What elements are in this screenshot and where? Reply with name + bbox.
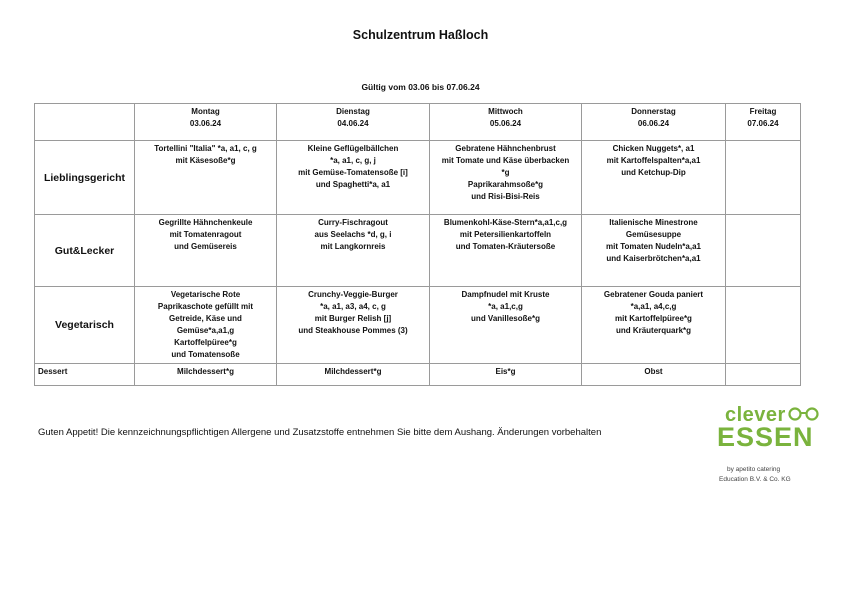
- menu-line: mit Kartoffelpüree*g: [615, 314, 692, 323]
- day-header-wed: Mittwoch 05.06.24: [430, 104, 582, 141]
- menu-line: mit Langkornreis: [320, 242, 386, 251]
- menu-line: und Spaghetti*a, a1: [315, 180, 391, 189]
- menu-cell: [726, 364, 801, 386]
- menu-line: und Ketchup-Dip: [621, 168, 686, 177]
- menu-line: Paprikaschote gefüllt mit: [157, 302, 254, 311]
- row-label: Dessert: [35, 364, 135, 386]
- menu-line: mit Käsesoße*g: [175, 156, 236, 165]
- menu-line: Getreide, Käse und: [169, 314, 242, 323]
- menu-cell: [726, 141, 801, 215]
- day-header-fri: Freitag 07.06.24: [726, 104, 801, 141]
- menu-row-gut-lecker: [35, 215, 801, 287]
- menu-cell: [726, 215, 801, 287]
- menu-cell: [582, 364, 726, 386]
- logo-company: Education B.V. & Co. KG: [719, 476, 791, 483]
- menu-table: [34, 103, 801, 386]
- menu-line: Vegetarische Rote: [170, 290, 241, 299]
- menu-cell: [430, 287, 582, 364]
- menu-line: und Tomaten-Kräutersoße: [455, 242, 556, 251]
- validity-period: Gültig vom 03.06 bis 07.06.24: [361, 82, 480, 92]
- menu-line: Gegrillte Hähnchenkeule: [158, 218, 253, 227]
- menu-cell: [277, 141, 430, 215]
- menu-cell: [430, 215, 582, 287]
- menu-line: aus Seelachs *d, g, i: [314, 230, 392, 239]
- menu-line: Milchdessert*g: [177, 367, 234, 376]
- menu-line: Crunchy-Veggie-Burger: [308, 290, 398, 299]
- menu-line: Paprikarahmsoße*g: [467, 180, 544, 189]
- logo-word-clever: clever: [725, 404, 786, 426]
- logo-subtitle: by apetito catering: [727, 466, 781, 473]
- menu-line: und Risi-Bisi-Reis: [471, 192, 540, 201]
- menu-line: Kleine Geflügelbällchen: [307, 144, 399, 153]
- day-header-thu: Donnerstag 06.06.24: [582, 104, 726, 141]
- clever-essen-logo: [715, 404, 825, 494]
- menu-line: mit Tomatenragout: [169, 230, 242, 239]
- menu-cell: [135, 141, 277, 215]
- menu-line: mit Kartoffelspalten*a,a1: [606, 156, 701, 165]
- menu-cell: [582, 215, 726, 287]
- menu-line: Obst: [644, 367, 663, 376]
- menu-line: *a, a1, a3, a4, c, g: [320, 302, 386, 311]
- menu-line: Blumenkohl-Käse-Stern*a,a1,c,g: [443, 218, 568, 227]
- menu-cell: [135, 364, 277, 386]
- menu-cell: [135, 287, 277, 364]
- menu-line: und Tomatensoße: [171, 350, 240, 359]
- menu-cell: [277, 215, 430, 287]
- row-label: Gut&Lecker: [35, 215, 135, 287]
- menu-cell: [582, 287, 726, 364]
- menu-line: Kartoffelpüree*g: [174, 338, 237, 347]
- menu-line: Gemüsesuppe: [625, 230, 682, 239]
- day-header-row: [35, 104, 801, 141]
- menu-line: *a, a1,c,g: [488, 302, 523, 311]
- menu-line: *a, a1, c, g, j: [330, 156, 376, 165]
- row-label: Vegetarisch: [35, 287, 135, 364]
- menu-line: mit Petersilienkartoffeln: [459, 230, 552, 239]
- menu-cell: [430, 141, 582, 215]
- menu-row-lieblingsgericht: [35, 141, 801, 215]
- menu-line: Curry-Fischragout: [318, 218, 388, 227]
- menu-line: Gebratene Hähnchenbrust: [455, 144, 556, 153]
- corner-cell: [35, 104, 135, 141]
- logo-word-essen: ESSEN: [717, 422, 814, 452]
- menu-line: Gebratener Gouda paniert: [603, 290, 704, 299]
- menu-line: und Steakhouse Pommes (3): [298, 326, 408, 335]
- menu-cell: [277, 364, 430, 386]
- menu-line: mit Tomaten Nudeln*a,a1: [606, 242, 701, 251]
- menu-cell: [135, 215, 277, 287]
- menu-cell: [430, 364, 582, 386]
- menu-line: und Gemüsereis: [174, 242, 237, 251]
- glasses-icon: [787, 407, 821, 421]
- menu-line: Eis*g: [495, 367, 516, 376]
- menu-line: mit Gemüse-Tomatensoße [i]: [298, 168, 408, 177]
- menu-row-dessert: [35, 364, 801, 386]
- menu-line: und Kaiserbrötchen*a,a1: [606, 254, 701, 263]
- menu-line: Tortellini "Italia" *a, a1, c, g: [154, 144, 257, 153]
- menu-cell: [726, 287, 801, 364]
- menu-cell: [277, 287, 430, 364]
- menu-line: und Vanillesoße*g: [471, 314, 540, 323]
- menu-line: mit Tomate und Käse überbacken: [441, 156, 570, 165]
- menu-line: Chicken Nuggets*, a1: [612, 144, 695, 153]
- menu-line: und Kräuterquark*g: [615, 326, 692, 335]
- menu-line: *a,a1, a4,c,g: [630, 302, 677, 311]
- day-header-tue: Dienstag 04.06.24: [277, 104, 430, 141]
- menu-line: *g: [501, 168, 510, 177]
- footer-note: Guten Appetit! Die kennzeichnungspflichtigen Allergene und Zusatzstoffe entnehmen Sie bitte dem Aushang. Änderungen vorbehalten: [38, 427, 602, 438]
- menu-line: Milchdessert*g: [324, 367, 382, 376]
- menu-row-vegetarisch: [35, 287, 801, 364]
- menu-cell: [582, 141, 726, 215]
- menu-line: Italienische Minestrone: [609, 218, 698, 227]
- row-label: Lieblingsgericht: [35, 141, 135, 215]
- page-title: Schulzentrum Haßloch: [352, 28, 489, 42]
- menu-line: Gemüse*a,a1,g: [176, 326, 235, 335]
- menu-line: mit Burger Relish [j]: [314, 314, 392, 323]
- menu-line: Dampfnudel mit Kruste: [461, 290, 550, 299]
- day-header-mon: Montag 03.06.24: [135, 104, 277, 141]
